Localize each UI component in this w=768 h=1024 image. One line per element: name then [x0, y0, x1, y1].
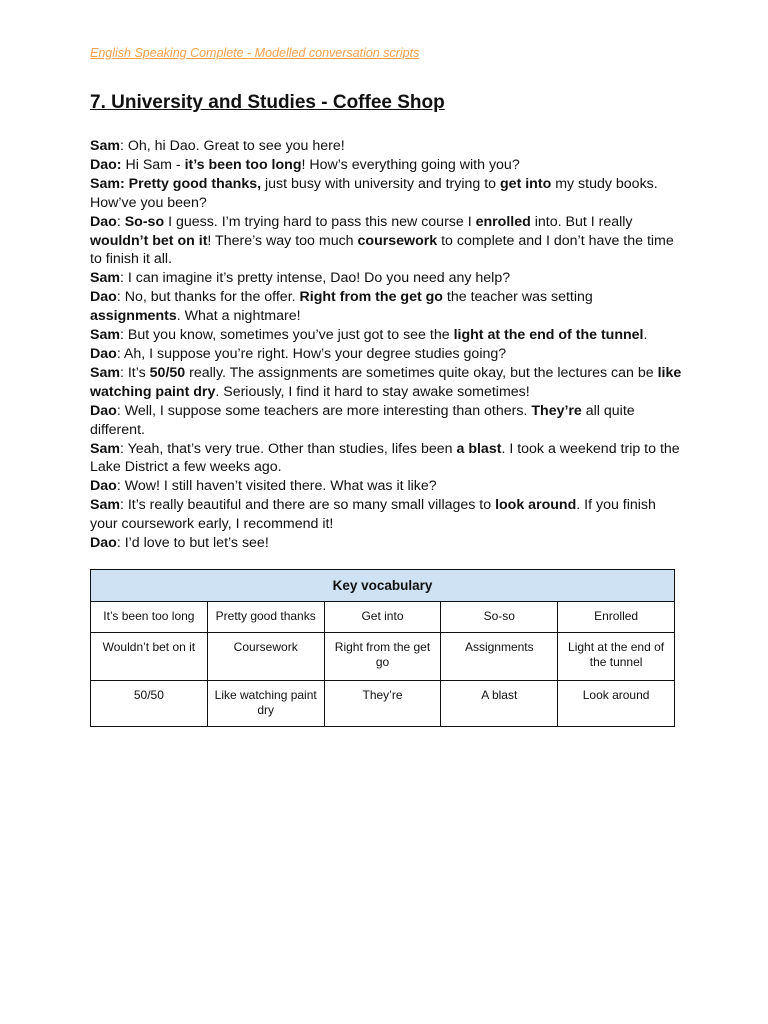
dialogue-bold-text: Dao	[90, 345, 117, 362]
vocab-cell: Look around	[558, 681, 675, 727]
vocab-cell: It’s been too long	[91, 602, 208, 633]
dialogue-bold-text: Sam	[90, 364, 120, 381]
dialogue-text: my study books. How’ve you been?	[90, 175, 658, 211]
dialogue-bold-text: Dao	[90, 478, 117, 495]
dialogue-text: : Oh, hi Dao. Great to see you here!	[119, 138, 345, 154]
dialogue-bold-text: Sam: Pretty good thanks,	[90, 175, 262, 192]
dialogue-bold-text: enrolled	[475, 213, 531, 230]
dialogue-line	[90, 496, 682, 534]
dialogue-line	[90, 269, 682, 288]
dialogue-bold-text: Dao	[90, 213, 117, 230]
dialogue-bold-text: coursework	[357, 232, 438, 249]
dialogue-text: ! There’s way too much	[207, 232, 358, 249]
page-title: 7. University and Studies - Coffee Shop	[90, 92, 445, 113]
dialogue-bold-text: look around	[495, 497, 577, 514]
dialogue-text: really. The assignments are sometimes quite okay, but the lectures can be	[185, 364, 658, 381]
dialogue	[90, 137, 682, 553]
dialogue-line	[90, 402, 682, 440]
dialogue-line	[90, 364, 682, 402]
vocabulary-table	[90, 569, 675, 727]
dialogue-bold-text: wouldn’t bet on it	[90, 232, 208, 249]
dialogue-bold-text: Sam	[90, 327, 120, 344]
vocab-cell: Enrolled	[558, 602, 675, 633]
dialogue-bold-text: Sam	[90, 270, 120, 287]
dialogue-text: . I took a weekend trip to the Lake District a few weeks ago.	[90, 440, 680, 476]
dialogue-bold-text: light at the end of the tunnel	[453, 327, 644, 344]
dialogue-bold-text: So-so	[124, 213, 165, 230]
vocabulary-heading: Key vocabulary	[91, 570, 675, 602]
vocab-cell: Like watching paint dry	[207, 681, 324, 727]
dialogue-text: : I’d love to but let’s see!	[116, 535, 269, 552]
dialogue-text: : It’s really beautiful and there are so many small villages to	[119, 497, 496, 514]
dialogue-text: . Seriously, I find it hard to stay awake sometimes!	[215, 383, 530, 400]
dialogue-text: just busy with university and trying to	[261, 175, 501, 192]
dialogue-text: :	[116, 213, 125, 230]
dialogue-line	[90, 477, 682, 496]
dialogue-text: : No, but thanks for the offer.	[116, 289, 300, 306]
dialogue-text: into. But I really	[530, 213, 633, 230]
vocab-cell: A blast	[441, 681, 558, 727]
dialogue-bold-text: They’re	[531, 402, 582, 419]
dialogue-bold-text: 50/50	[149, 364, 186, 381]
dialogue-text: the teacher was setting	[442, 289, 593, 306]
dialogue-bold-text: Sam	[90, 138, 120, 154]
dialogue-text: ! How’s everything going with you?	[301, 156, 520, 173]
dialogue-text: . What a nightmare!	[176, 308, 301, 325]
dialogue-line	[90, 137, 682, 156]
dialogue-line	[90, 440, 682, 478]
dialogue-line	[90, 534, 682, 553]
vocab-cell: Pretty good thanks	[207, 602, 324, 633]
dialogue-text: to complete and I don’t have the time to finish it all.	[90, 232, 674, 268]
dialogue-text: I guess. I’m trying hard to pass this new course I	[164, 213, 476, 230]
dialogue-text: . If you finish your coursework early, I recommend it!	[90, 497, 656, 533]
dialogue-bold-text: a blast	[456, 440, 502, 457]
vocab-cell: Assignments	[441, 633, 558, 681]
dialogue-line	[90, 175, 682, 213]
dialogue-bold-text: assignments	[90, 308, 177, 325]
dialogue-bold-text: it’s been too long	[184, 156, 302, 173]
vocab-cell: They’re	[324, 681, 441, 727]
dialogue-text: .	[643, 327, 648, 344]
vocab-cell: Right from the get go	[324, 633, 441, 681]
table-row	[91, 633, 675, 681]
dialogue-text: all quite different.	[90, 402, 635, 438]
dialogue-bold-text: like watching paint dry	[90, 364, 682, 400]
dialogue-line	[90, 345, 682, 364]
dialogue-text: : It’s	[119, 364, 150, 381]
table-row	[91, 681, 675, 727]
dialogue-bold-text: Dao:	[90, 156, 122, 173]
dialogue-line	[90, 213, 682, 270]
dialogue-bold-text: Right from the get go	[299, 289, 443, 306]
dialogue-line	[90, 288, 682, 326]
vocab-cell: Light at the end of the tunnel	[558, 633, 675, 681]
vocab-cell: Wouldn’t bet on it	[91, 633, 208, 681]
vocab-cell: Coursework	[207, 633, 324, 681]
dialogue-bold-text: Sam	[90, 497, 120, 514]
dialogue-text: : I can imagine it’s pretty intense, Dao! Do you need any help?	[119, 270, 511, 287]
header-link[interactable]: English Speaking Complete - Modelled conversation scripts	[90, 46, 420, 60]
vocab-cell: Get into	[324, 602, 441, 633]
dialogue-text: : Yeah, that’s very true. Other than studies, lifes been	[119, 440, 457, 457]
dialogue-text: : Ah, I suppose you’re right. How’s your degree studies going?	[116, 345, 507, 362]
dialogue-bold-text: Dao	[90, 402, 117, 419]
dialogue-line	[90, 156, 682, 175]
dialogue-text: : Wow! I still haven’t visited there. What was it like?	[116, 478, 437, 495]
dialogue-bold-text: Dao	[90, 289, 117, 306]
dialogue-bold-text: Dao	[90, 535, 117, 552]
dialogue-line	[90, 326, 682, 345]
dialogue-text: : Well, I suppose some teachers are more interesting than others.	[116, 402, 532, 419]
dialogue-bold-text: get into	[500, 175, 552, 192]
dialogue-text: : But you know, sometimes you’ve just got to see the	[119, 327, 454, 344]
vocab-cell: 50/50	[91, 681, 208, 727]
dialogue-text: Hi Sam -	[121, 156, 185, 173]
dialogue-bold-text: Sam	[90, 440, 120, 457]
vocab-cell: So-so	[441, 602, 558, 633]
table-row	[91, 602, 675, 633]
